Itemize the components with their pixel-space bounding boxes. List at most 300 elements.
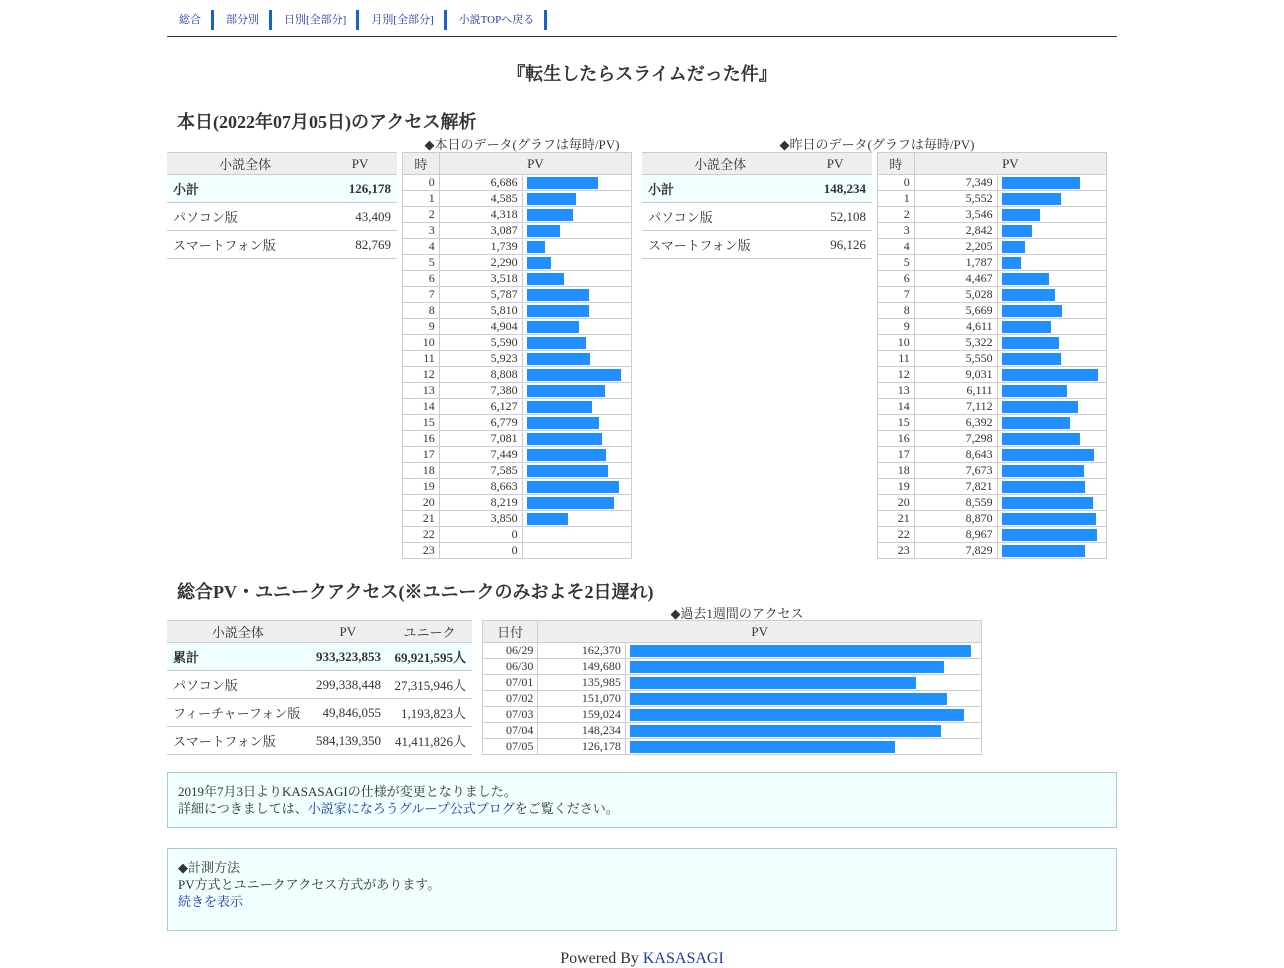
hour-label: 8 (878, 303, 915, 319)
table-row (642, 175, 872, 203)
hour-row (403, 415, 632, 431)
week-date: 07/02 (483, 691, 538, 707)
hour-pv: 8,808 (439, 367, 522, 383)
hour-row (878, 495, 1107, 511)
week-pv: 135,985 (538, 675, 626, 691)
bar-cell (522, 287, 631, 303)
row-label: 小計 (642, 175, 798, 203)
hour-label: 17 (403, 447, 440, 463)
table-row (167, 231, 397, 259)
hour-pv: 9,031 (914, 367, 997, 383)
hour-pv: 7,829 (914, 543, 997, 559)
hour-pv: 3,518 (439, 271, 522, 287)
hour-label: 6 (403, 271, 440, 287)
row-unique: 41,411,826人 (387, 727, 472, 755)
pv-bar (527, 289, 589, 301)
pv-bar (1002, 225, 1032, 237)
table-row (167, 671, 472, 699)
nav-novel-top[interactable]: 小説TOPへ戻る (447, 10, 548, 30)
bar-cell (522, 367, 631, 383)
hour-label: 12 (403, 367, 440, 383)
bar-cell (997, 479, 1106, 495)
hour-pv: 8,219 (439, 495, 522, 511)
today-summary-table (167, 152, 397, 259)
week-pv: 162,370 (538, 643, 626, 659)
table-row (167, 727, 472, 755)
hour-row (878, 479, 1107, 495)
hour-pv: 3,546 (914, 207, 997, 223)
hour-pv: 4,611 (914, 319, 997, 335)
hour-row (403, 479, 632, 495)
week-pv-bar (630, 709, 964, 721)
hour-pv: 7,380 (439, 383, 522, 399)
bar-cell (997, 223, 1106, 239)
hour-pv: 3,850 (439, 511, 522, 527)
pv-bar (527, 241, 545, 253)
nav-overall[interactable]: 総合 (167, 10, 214, 30)
hour-label: 0 (403, 175, 440, 191)
hour-row (403, 431, 632, 447)
col-pv: PV (309, 621, 387, 643)
week-row (483, 723, 982, 739)
pv-bar (527, 225, 560, 237)
hour-label: 19 (878, 479, 915, 495)
nav-divider (167, 36, 1117, 37)
bar-cell (997, 175, 1106, 191)
nav-daily[interactable]: 日別[全部分] (272, 10, 359, 30)
pv-bar (1002, 401, 1078, 413)
hour-pv: 8,643 (914, 447, 997, 463)
hour-row (878, 287, 1107, 303)
row-pv: 49,846,055 (309, 699, 387, 727)
hour-pv: 2,290 (439, 255, 522, 271)
week-pv: 149,680 (538, 659, 626, 675)
week-pv-bar (630, 725, 941, 737)
week-date: 07/05 (483, 739, 538, 755)
week-row (483, 675, 982, 691)
hour-row (403, 207, 632, 223)
hour-pv: 5,552 (914, 191, 997, 207)
hour-row (878, 383, 1107, 399)
pv-bar (527, 369, 621, 381)
hour-row (403, 191, 632, 207)
bar-cell (522, 255, 631, 271)
bar-cell (522, 191, 631, 207)
footer (167, 950, 1117, 968)
week-pv: 159,024 (538, 707, 626, 723)
hour-label: 11 (878, 351, 915, 367)
bar-cell (997, 431, 1106, 447)
row-label: スマートフォン版 (642, 231, 798, 259)
hour-row (878, 447, 1107, 463)
pv-bar (1002, 241, 1025, 253)
total-table (167, 620, 472, 755)
hour-label: 8 (403, 303, 440, 319)
hour-pv: 6,127 (439, 399, 522, 415)
table-row (167, 203, 397, 231)
week-row (483, 707, 982, 723)
bar-cell (997, 287, 1106, 303)
bar-cell (997, 367, 1106, 383)
pv-bar (527, 449, 606, 461)
hour-label: 13 (403, 383, 440, 399)
hour-pv: 6,392 (914, 415, 997, 431)
hour-label: 9 (403, 319, 440, 335)
bar-cell (997, 399, 1106, 415)
bar-cell (522, 447, 631, 463)
pv-bar (527, 337, 586, 349)
notice-line2 (178, 800, 1106, 817)
week-row (483, 739, 982, 755)
method-text: PV方式とユニークアクセス方式があります。 (178, 877, 441, 892)
kasasagi-link[interactable]: KASASAGI (642, 950, 724, 967)
bar-cell (997, 415, 1106, 431)
week-pv-bar (630, 693, 947, 705)
week-row (483, 691, 982, 707)
pv-bar (1002, 449, 1094, 461)
row-value: 148,234 (798, 175, 872, 203)
col-date: 日付 (483, 621, 538, 643)
hour-row (878, 351, 1107, 367)
hour-row (403, 287, 632, 303)
pv-bar (1002, 465, 1084, 477)
pv-bar (1002, 433, 1080, 445)
hour-row (878, 431, 1107, 447)
total-heading: 総合PV・ユニークアクセス(※ユニークのみおよそ2日遅れ) (177, 582, 654, 602)
table-row (167, 699, 472, 727)
hour-label: 12 (878, 367, 915, 383)
hour-label: 17 (878, 447, 915, 463)
hour-label: 21 (403, 511, 440, 527)
bar-cell (522, 479, 631, 495)
pv-bar (1002, 481, 1085, 493)
hour-row (878, 463, 1107, 479)
hour-pv: 5,923 (439, 351, 522, 367)
hour-pv: 4,318 (439, 207, 522, 223)
bar-cell (522, 431, 631, 447)
hour-row (878, 223, 1107, 239)
row-value: 52,108 (798, 203, 872, 231)
bar-cell (997, 495, 1106, 511)
hour-pv: 8,967 (914, 527, 997, 543)
bar-cell (997, 191, 1106, 207)
novel-title: 『転生したらスライムだった件』 (507, 64, 777, 84)
blog-link[interactable]: 小説家になろうグループ公式ブログ (307, 801, 515, 816)
bar-cell (522, 335, 631, 351)
pv-bar (1002, 417, 1070, 429)
hour-pv: 8,663 (439, 479, 522, 495)
hour-label: 10 (403, 335, 440, 351)
hour-row (878, 175, 1107, 191)
row-value: 96,126 (798, 231, 872, 259)
row-label: スマートフォン版 (167, 231, 323, 259)
hour-label: 2 (403, 207, 440, 223)
pv-bar (1002, 337, 1059, 349)
hour-pv: 7,112 (914, 399, 997, 415)
bar-cell (625, 707, 981, 723)
bar-cell (997, 207, 1106, 223)
bar-cell (522, 495, 631, 511)
week-date: 07/03 (483, 707, 538, 723)
pv-bar (1002, 305, 1062, 317)
week-pv-bar (630, 661, 944, 673)
hour-label: 4 (878, 239, 915, 255)
pv-bar (1002, 257, 1021, 269)
pv-bar (527, 193, 576, 205)
hour-label: 23 (878, 543, 915, 559)
col-novel-whole: 小説全体 (167, 621, 309, 643)
bar-cell (625, 643, 981, 659)
hour-label: 2 (878, 207, 915, 223)
hour-row (403, 463, 632, 479)
hour-pv: 7,821 (914, 479, 997, 495)
footer-text: Powered By (560, 950, 643, 967)
today-heading: 本日(2022年07月05日)のアクセス解析 (177, 112, 477, 132)
bar-cell (625, 675, 981, 691)
hour-pv: 5,590 (439, 335, 522, 351)
pv-bar (527, 353, 590, 365)
bar-cell (997, 463, 1106, 479)
hour-label: 20 (403, 495, 440, 511)
pv-bar (1002, 193, 1061, 205)
pv-bar (527, 433, 602, 445)
hour-row (403, 495, 632, 511)
show-more-link[interactable]: 続きを表示 (178, 894, 244, 909)
hour-label: 19 (403, 479, 440, 495)
pv-bar (527, 209, 573, 221)
hour-pv: 5,787 (439, 287, 522, 303)
hour-row (403, 399, 632, 415)
hour-row (403, 383, 632, 399)
table-row (642, 231, 872, 259)
pv-bar (527, 417, 599, 429)
col-pv: PV (798, 153, 872, 175)
method-box (167, 848, 1117, 931)
hour-row (403, 239, 632, 255)
week-date: 06/29 (483, 643, 538, 659)
hour-pv: 7,349 (914, 175, 997, 191)
hour-row (403, 319, 632, 335)
week-pv: 148,234 (538, 723, 626, 739)
bar-cell (625, 691, 981, 707)
pv-bar (527, 465, 608, 477)
hour-label: 18 (403, 463, 440, 479)
hour-row (878, 271, 1107, 287)
hour-label: 3 (403, 223, 440, 239)
bar-cell (522, 383, 631, 399)
pv-bar (1002, 385, 1067, 397)
pv-bar (1002, 545, 1085, 557)
table-row (642, 203, 872, 231)
week-row (483, 643, 982, 659)
bar-cell (522, 415, 631, 431)
hour-label: 11 (403, 351, 440, 367)
nav-monthly[interactable]: 月別[全部分] (359, 10, 446, 30)
hour-label: 9 (878, 319, 915, 335)
hour-pv: 2,205 (914, 239, 997, 255)
hour-row (878, 335, 1107, 351)
hour-row (878, 415, 1107, 431)
hour-row (403, 175, 632, 191)
hour-pv: 5,550 (914, 351, 997, 367)
hour-label: 21 (878, 511, 915, 527)
yesterday-hourly-table (877, 152, 1107, 559)
pv-bar (527, 401, 592, 413)
bar-cell (522, 399, 631, 415)
bar-cell (997, 255, 1106, 271)
row-pv: 933,323,853 (309, 643, 387, 671)
hour-row (878, 527, 1107, 543)
col-unique: ユニーク (387, 621, 472, 643)
week-pv-bar (630, 677, 916, 689)
row-label: パソコン版 (167, 203, 323, 231)
bar-cell (997, 383, 1106, 399)
bar-cell (997, 239, 1106, 255)
yesterday-summary-table (642, 152, 872, 259)
hour-label: 14 (878, 399, 915, 415)
col-pv: PV (538, 621, 982, 643)
week-date: 07/04 (483, 723, 538, 739)
hour-label: 16 (878, 431, 915, 447)
hour-row (878, 543, 1107, 559)
bar-cell (522, 271, 631, 287)
bar-cell (997, 351, 1106, 367)
bar-cell (997, 543, 1106, 559)
notice-text: をご覧ください。 (514, 801, 619, 816)
bar-cell (522, 463, 631, 479)
hour-label: 18 (878, 463, 915, 479)
hour-label: 5 (403, 255, 440, 271)
nav-by-part[interactable]: 部分別 (214, 10, 272, 30)
week-pv: 151,070 (538, 691, 626, 707)
col-pv: PV (439, 153, 631, 175)
bar-cell (522, 303, 631, 319)
row-value: 82,769 (323, 231, 397, 259)
hour-pv: 8,559 (914, 495, 997, 511)
hour-row (878, 255, 1107, 271)
hour-row (878, 239, 1107, 255)
hour-row (403, 303, 632, 319)
notice-text: 詳細につきましては、 (178, 801, 308, 816)
row-unique: 1,193,823人 (387, 699, 472, 727)
hour-label: 14 (403, 399, 440, 415)
pv-bar (1002, 513, 1096, 525)
hour-row (878, 319, 1107, 335)
pv-bar (527, 385, 605, 397)
bar-cell (997, 303, 1106, 319)
pv-bar (527, 305, 589, 317)
row-unique: 27,315,946人 (387, 671, 472, 699)
bar-cell (625, 659, 981, 675)
hour-pv: 0 (439, 527, 522, 543)
hour-pv: 7,449 (439, 447, 522, 463)
hour-row (403, 223, 632, 239)
row-label: フィーチャーフォン版 (167, 699, 309, 727)
row-pv: 299,338,448 (309, 671, 387, 699)
method-title: ◆計測方法 (178, 860, 240, 875)
hour-pv: 7,298 (914, 431, 997, 447)
hour-label: 7 (878, 287, 915, 303)
hour-pv: 7,673 (914, 463, 997, 479)
hour-row (403, 335, 632, 351)
pv-bar (527, 177, 598, 189)
hour-label: 22 (403, 527, 440, 543)
col-novel-whole: 小説全体 (642, 153, 798, 175)
hour-pv: 6,686 (439, 175, 522, 191)
hour-row (878, 191, 1107, 207)
row-label: パソコン版 (167, 671, 309, 699)
row-pv: 584,139,350 (309, 727, 387, 755)
pv-bar (527, 513, 568, 525)
hour-row (878, 511, 1107, 527)
pv-bar (1002, 273, 1049, 285)
hour-pv: 1,739 (439, 239, 522, 255)
week-pv-bar (630, 741, 895, 753)
row-unique: 69,921,595人 (387, 643, 472, 671)
pv-bar (1002, 321, 1051, 333)
hour-pv: 8,870 (914, 511, 997, 527)
week-date: 07/01 (483, 675, 538, 691)
bar-cell (997, 447, 1106, 463)
hour-pv: 1,787 (914, 255, 997, 271)
bar-cell (522, 511, 631, 527)
hour-pv: 4,467 (914, 271, 997, 287)
row-label: パソコン版 (642, 203, 798, 231)
hour-label: 1 (403, 191, 440, 207)
row-value: 126,178 (323, 175, 397, 203)
bar-cell (625, 739, 981, 755)
hour-label: 0 (878, 175, 915, 191)
today-caption: ◆本日のデータ(グラフは毎時/PV) (424, 137, 620, 152)
hour-pv: 3,087 (439, 223, 522, 239)
notice-box (167, 772, 1117, 828)
col-novel-whole: 小説全体 (167, 153, 323, 175)
table-row (167, 175, 397, 203)
pv-bar (1002, 369, 1098, 381)
pv-bar (527, 273, 564, 285)
hour-label: 13 (878, 383, 915, 399)
week-table (482, 620, 982, 755)
week-pv-bar (630, 645, 971, 657)
hour-row (403, 271, 632, 287)
hour-row (403, 351, 632, 367)
hour-pv: 4,585 (439, 191, 522, 207)
hour-row (403, 367, 632, 383)
top-nav (167, 10, 547, 30)
hour-row (878, 367, 1107, 383)
col-hour: 時 (878, 153, 915, 175)
bar-cell (997, 319, 1106, 335)
hour-row (878, 207, 1107, 223)
hour-label: 20 (878, 495, 915, 511)
hour-pv: 7,081 (439, 431, 522, 447)
table-row (167, 643, 472, 671)
col-hour: 時 (403, 153, 440, 175)
bar-cell (522, 543, 631, 559)
hour-label: 16 (403, 431, 440, 447)
pv-bar (1002, 529, 1097, 541)
hour-pv: 6,779 (439, 415, 522, 431)
bar-cell (997, 527, 1106, 543)
row-value: 43,409 (323, 203, 397, 231)
hour-label: 15 (878, 415, 915, 431)
notice-line1: 2019年7月3日よりKASASAGIの仕様が変更となりました。 (178, 784, 517, 799)
bar-cell (997, 271, 1106, 287)
hour-label: 3 (878, 223, 915, 239)
pv-bar (1002, 353, 1061, 365)
pv-bar (1002, 177, 1080, 189)
pv-bar (1002, 497, 1093, 509)
